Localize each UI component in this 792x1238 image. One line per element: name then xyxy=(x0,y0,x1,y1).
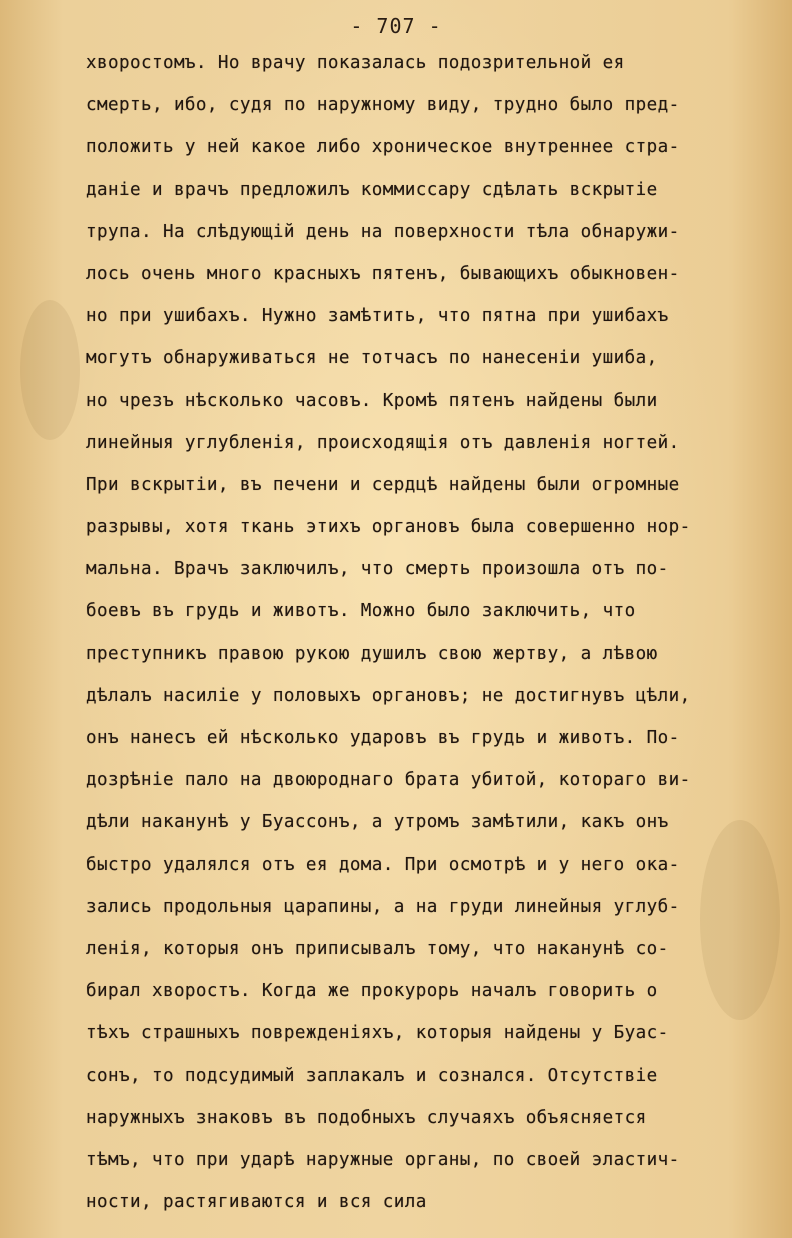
text-line: ленія, которыя онъ приписывалъ тому, что наканунѣ со- xyxy=(86,938,669,959)
text-line: дѣлалъ насиліе у половыхъ органовъ; не достигнувъ цѣли, xyxy=(86,685,691,706)
text-line: но чрезъ нѣсколько часовъ. Кромѣ пятенъ найдены были xyxy=(86,390,658,411)
text-line: тѣмъ, что при ударѣ наружные органы, по своей эластич- xyxy=(86,1149,680,1170)
text-line: линейныя углубленія, происходящія отъ давленія ногтей. xyxy=(86,432,680,453)
text-line: тѣхъ страшныхъ поврежденіяхъ, которыя найдены у Буас- xyxy=(86,1023,669,1044)
text-line: хворостомъ. Но врачу показалась подозрительной ея xyxy=(86,53,625,73)
text-line: бирал хворостъ. Когда же прокурорь началъ говорить о xyxy=(86,981,658,1002)
text-line: При вскрытіи, въ печени и сердцѣ найдены были огромные xyxy=(86,474,680,495)
text-line: даніе и врачъ предложилъ коммиссару сдѣлать вскрытіе xyxy=(86,179,658,200)
text-line: но при ушибахъ. Нужно замѣтить, что пятна при ушибахъ xyxy=(86,306,669,327)
text-line: наружныхъ знаковъ въ подобныхъ случаяхъ объясняется xyxy=(86,1107,647,1128)
text-line: преступникъ правою рукою душилъ свою жертву, а лѣвою xyxy=(86,643,658,664)
text-line: лось очень много красныхъ пятенъ, бывающихъ обыкновен- xyxy=(86,263,680,284)
text-line: ности, растягиваются и вся сила xyxy=(86,1192,427,1213)
text-line: сонъ, то подсудимый заплакалъ и сознался. Отсутствіе xyxy=(86,1065,658,1086)
text-line: быстро удалялся отъ ея дома. При осмотрѣ и у него ока- xyxy=(86,854,680,875)
text-line: разрывы, хотя ткань этихъ органовъ была совершенно нор- xyxy=(86,517,691,538)
page-number: - 707 - xyxy=(350,14,442,38)
text-line: зались продольныя царапины, а на груди линейныя углуб- xyxy=(86,896,680,917)
typewritten-text-body xyxy=(86,42,786,1223)
text-line: дѣли наканунѣ у Буассонъ, а утромъ замѣтили, какъ онъ xyxy=(86,812,669,833)
paper-stain xyxy=(20,300,80,440)
text-line: положить у ней какое либо хроническое внутреннее стра- xyxy=(86,137,680,158)
text-line: трупа. На слѣдующій день на поверхности тѣла обнаружи- xyxy=(86,221,680,242)
text-line: дозрѣніе пало на двоюроднаго брата убитой, котораго ви- xyxy=(86,770,691,791)
text-line: боевъ въ грудь и животъ. Можно было заключить, что xyxy=(86,601,636,622)
text-line: смерть, ибо, судя по наружному виду, трудно было пред- xyxy=(86,95,680,116)
text-line: могутъ обнаруживаться не тотчасъ по нанесеніи ушиба, xyxy=(86,348,658,369)
text-line: онъ нанесъ ей нѣсколько ударовъ въ грудь и животъ. По- xyxy=(86,728,680,748)
text-line: мальна. Врачъ заключилъ, что смерть произошла отъ по- xyxy=(86,559,669,580)
